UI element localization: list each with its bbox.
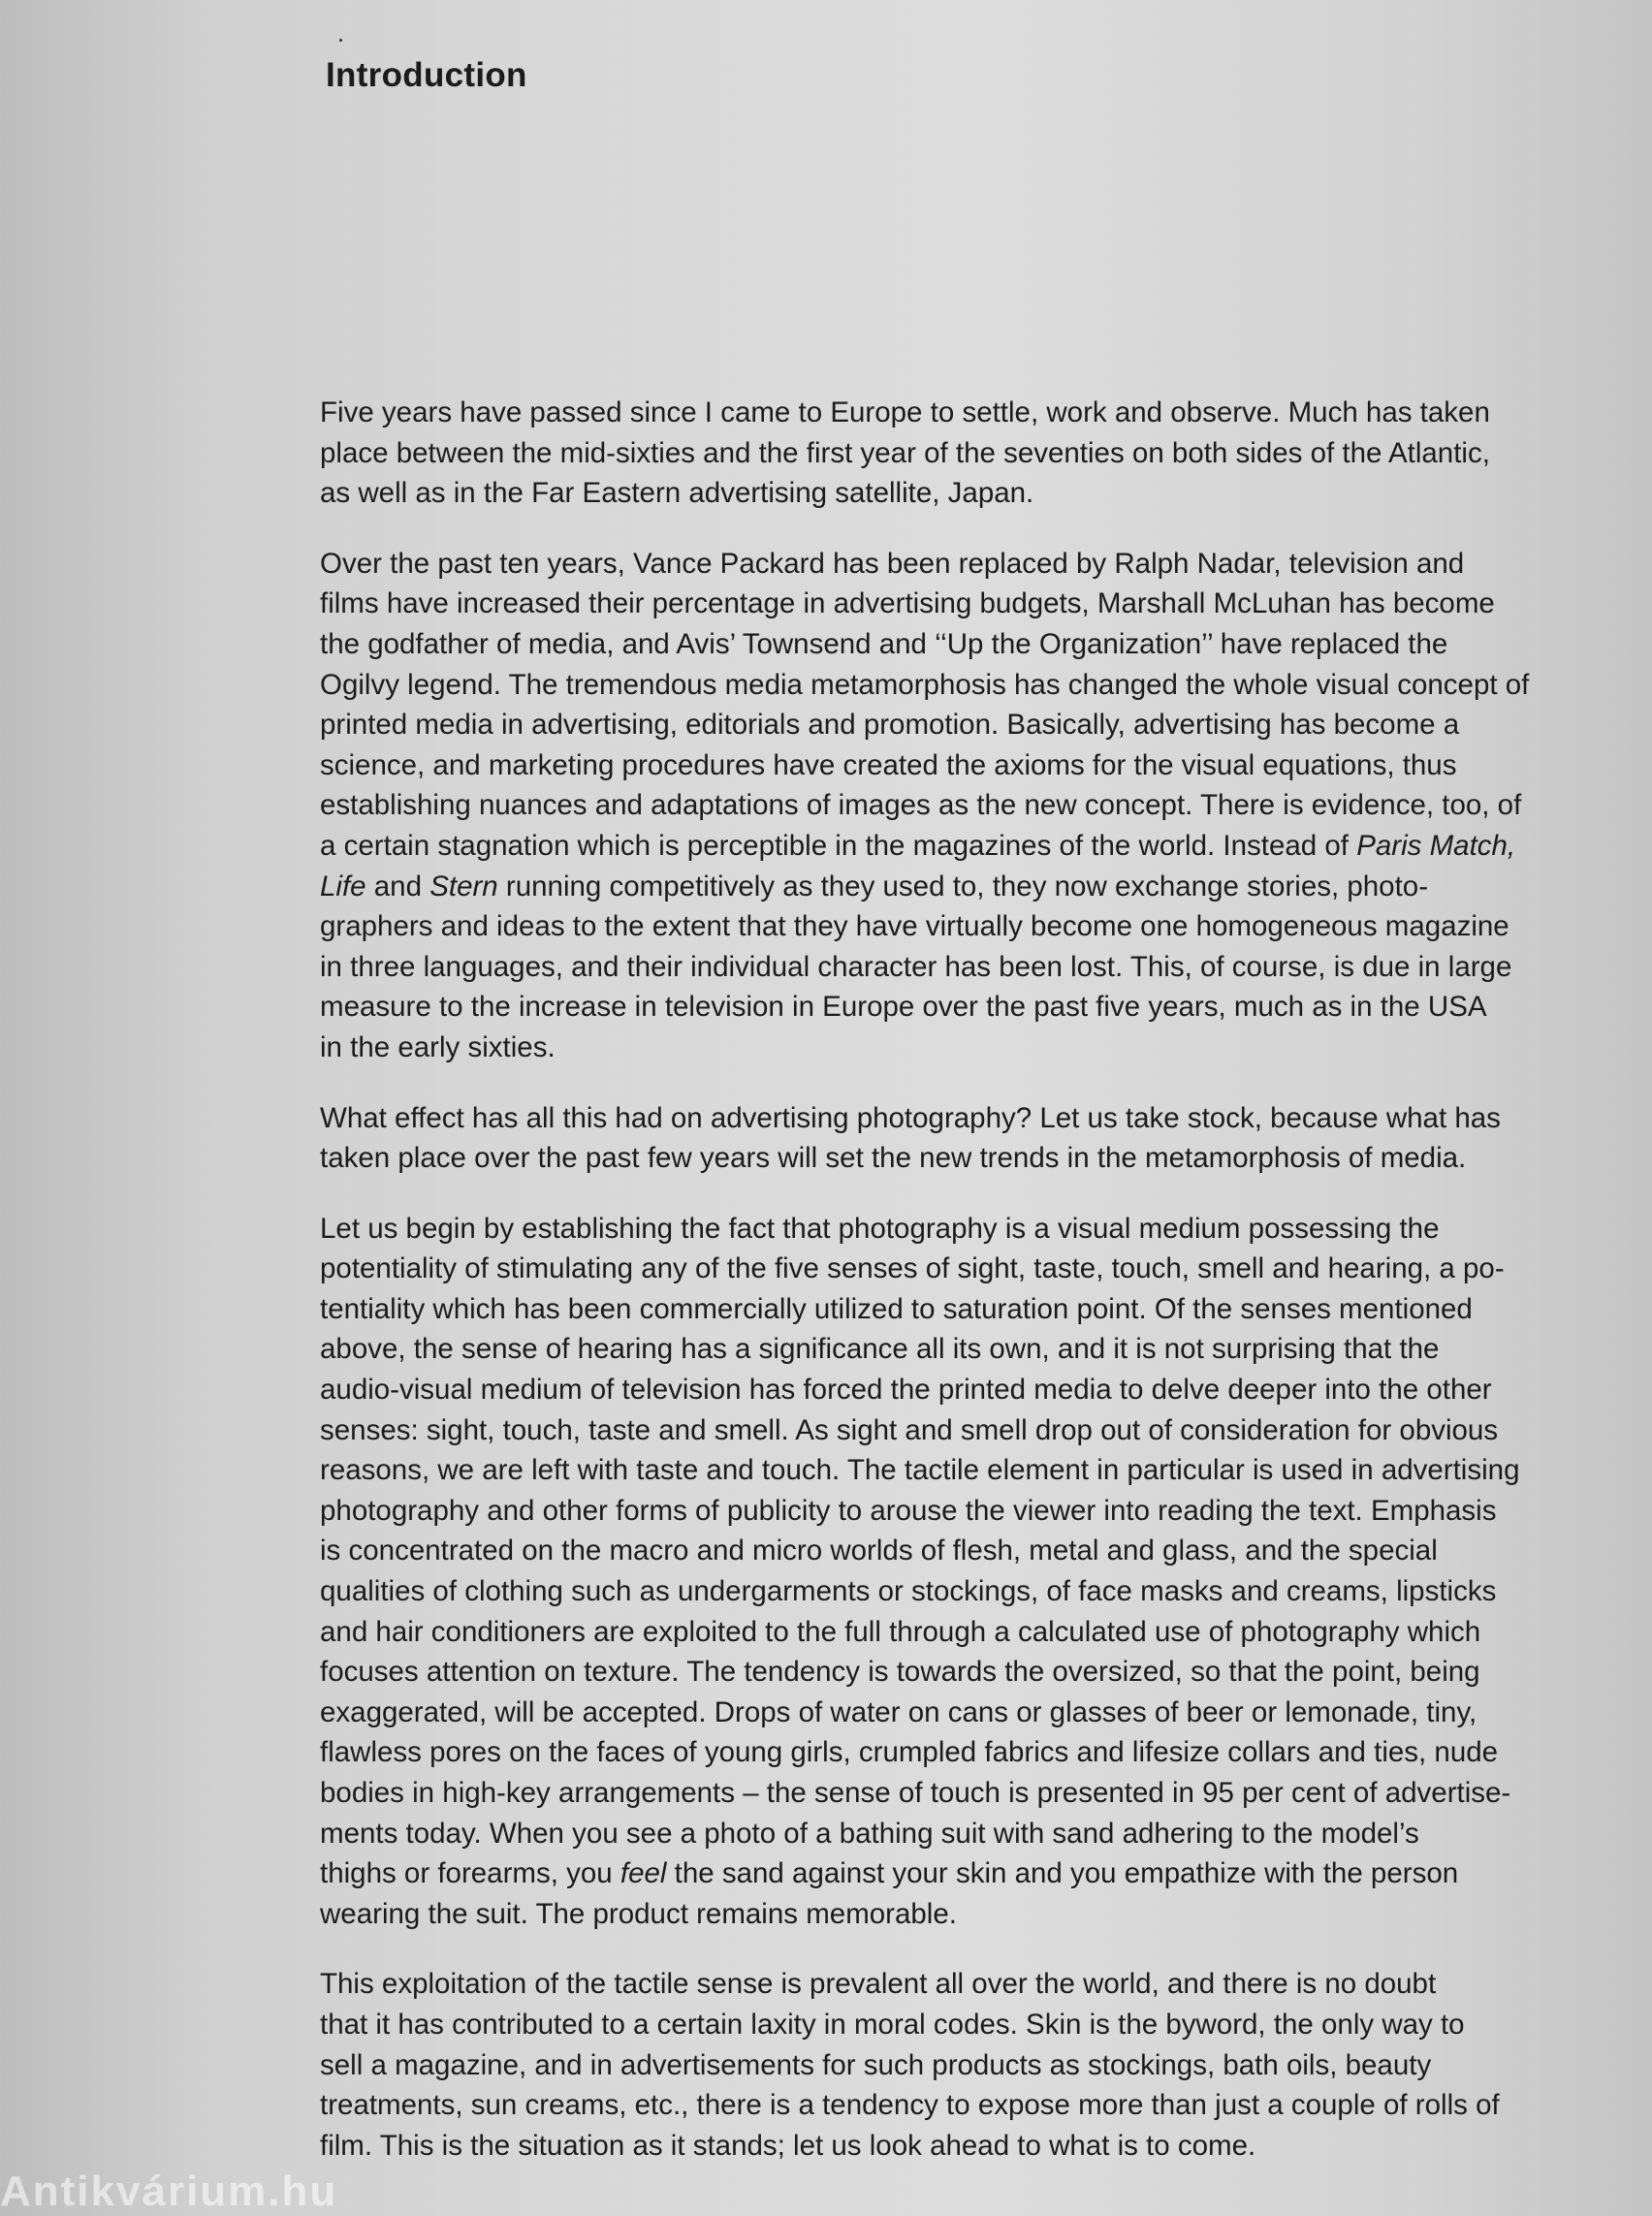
text-line: in three languages, and their individual character has been lost. This, of course, is due in large [320, 950, 1512, 983]
paragraph-3 [320, 1098, 1624, 1179]
text-run: and [365, 870, 430, 902]
text-line: bodies in high-key arrangements – the sense of touch is presented in 95 per cent of advertise- [320, 1777, 1511, 1809]
text-line: sell a magazine, and in advertisements for such products as stockings, bath oils, beauty [320, 2048, 1432, 2081]
text-run: running competitively as they used to, they now exchange stories, photo- [497, 870, 1429, 902]
text-line: graphers and ideas to the extent that they have virtually become one homogeneous magazine [320, 910, 1509, 943]
text-line: Over the past ten years, Vance Packard has been replaced by Ralph Nadar, television and [320, 547, 1465, 580]
italic-word-feel: feel [620, 1857, 667, 1890]
text-line: that it has contributed to a certain laxity in moral codes. Skin is the byword, the only way to [320, 2008, 1465, 2041]
text-line: place between the mid-sixties and the first year of the seventies on both sides of the Atlantic, [320, 436, 1490, 469]
text-run: thighs or forearms, you [320, 1857, 620, 1890]
text-line: This exploitation of the tactile sense is prevalent all over the world, and there is no doubt [320, 1968, 1437, 2001]
text-line [320, 867, 1624, 907]
text-line: printed media in advertising, editorials and promotion. Basically, advertising has become a [320, 709, 1460, 742]
text-line: above, the sense of hearing has a significance all its own, and it is not surprising that the [320, 1333, 1440, 1366]
paragraph-1 [320, 393, 1624, 514]
text-line: What effect has all this had on advertising photography? Let us take stock, because what has [320, 1101, 1501, 1134]
text-line: in the early sixties. [320, 1030, 556, 1063]
text-line: films have increased their percentage in advertising budgets, Marshall McLuhan has become [320, 587, 1495, 620]
text-line: Let us begin by establishing the fact that photography is a visual medium possessing the [320, 1212, 1440, 1245]
text-line: treatments, sun creams, etc., there is a tendency to expose more than just a couple of rolls of [320, 2089, 1500, 2122]
text-line: qualities of clothing such as undergarments or stockings, of face masks and creams, lipsticks [320, 1575, 1497, 1608]
text-line [320, 826, 1624, 867]
text-line: wearing the suit. The product remains memorable. [320, 1897, 957, 1930]
text-run: the sand against your skin and you empathize with the person [666, 1857, 1459, 1890]
text-line: establishing nuances and adaptations of images as the new concept. There is evidence, too, of [320, 789, 1522, 822]
text-line: Ogilvy legend. The tremendous media metamorphosis has changed the whole visual concept of [320, 668, 1530, 701]
text-line: Five years have passed since I came to Europe to settle, work and observe. Much has taken [320, 396, 1490, 428]
text-line: film. This is the situation as it stands; let us look ahead to what is to come. [320, 2129, 1256, 2162]
text-line: focuses attention on texture. The tendency is towards the oversized, so that the point, being [320, 1656, 1480, 1689]
italic-title-paris-match: Paris Match, [1356, 829, 1516, 862]
text-line: measure to the increase in television in Europe over the past five years, much as in the USA [320, 991, 1487, 1024]
text-line: audio-visual medium of television has forced the printed media to delve deeper into the other [320, 1374, 1492, 1407]
paragraph-2 [320, 544, 1624, 1068]
body-text [320, 393, 1624, 2196]
italic-title-life: Life [320, 870, 366, 902]
text-run: a certain stagnation which is perceptible in the magazines of the world. Instead of [320, 829, 1357, 862]
text-line: potentiality of stimulating any of the five senses of sight, taste, touch, smell and hearing, a po- [320, 1252, 1505, 1285]
print-speck [339, 39, 342, 42]
text-line: flawless pores on the faces of young girls, crumpled fabrics and lifesize collars and ties, nude [320, 1736, 1499, 1769]
text-line: the godfather of media, and Avis’ Townsend and ‘‘Up the Organization’’ have replaced the [320, 627, 1448, 660]
paragraph-5 [320, 1964, 1624, 2166]
text-line: reasons, we are left with taste and touch. The tactile element in particular is used in advertising [320, 1454, 1520, 1487]
text-line [320, 1853, 1624, 1894]
text-line: tentiality which has been commercially utilized to saturation point. Of the senses mentioned [320, 1292, 1473, 1325]
text-line: is concentrated on the macro and micro worlds of flesh, metal and glass, and the special [320, 1535, 1438, 1567]
text-line: as well as in the Far Eastern advertising satellite, Japan. [320, 477, 1034, 510]
text-line: science, and marketing procedures have created the axioms for the visual equations, thus [320, 748, 1457, 781]
text-line: photography and other forms of publicity to arouse the viewer into reading the text. Emphasis [320, 1494, 1497, 1527]
text-line: ments today. When you see a photo of a bathing suit with sand adhering to the model’s [320, 1817, 1419, 1850]
text-line: exaggerated, will be accepted. Drops of water on cans or glasses of beer or lemonade, tiny, [320, 1695, 1477, 1728]
text-line: taken place over the past few years will set the new trends in the metamorphosis of media. [320, 1142, 1467, 1175]
page-heading: Introduction [326, 56, 527, 94]
italic-title-stern: Stern [429, 870, 498, 902]
watermark: Antikvárium.hu [0, 2168, 338, 2215]
text-line: senses: sight, touch, taste and smell. As sight and smell drop out of consideration for obvious [320, 1413, 1499, 1446]
text-line: and hair conditioners are exploited to the full through a calculated use of photography which [320, 1615, 1481, 1648]
paragraph-4 [320, 1209, 1624, 1935]
